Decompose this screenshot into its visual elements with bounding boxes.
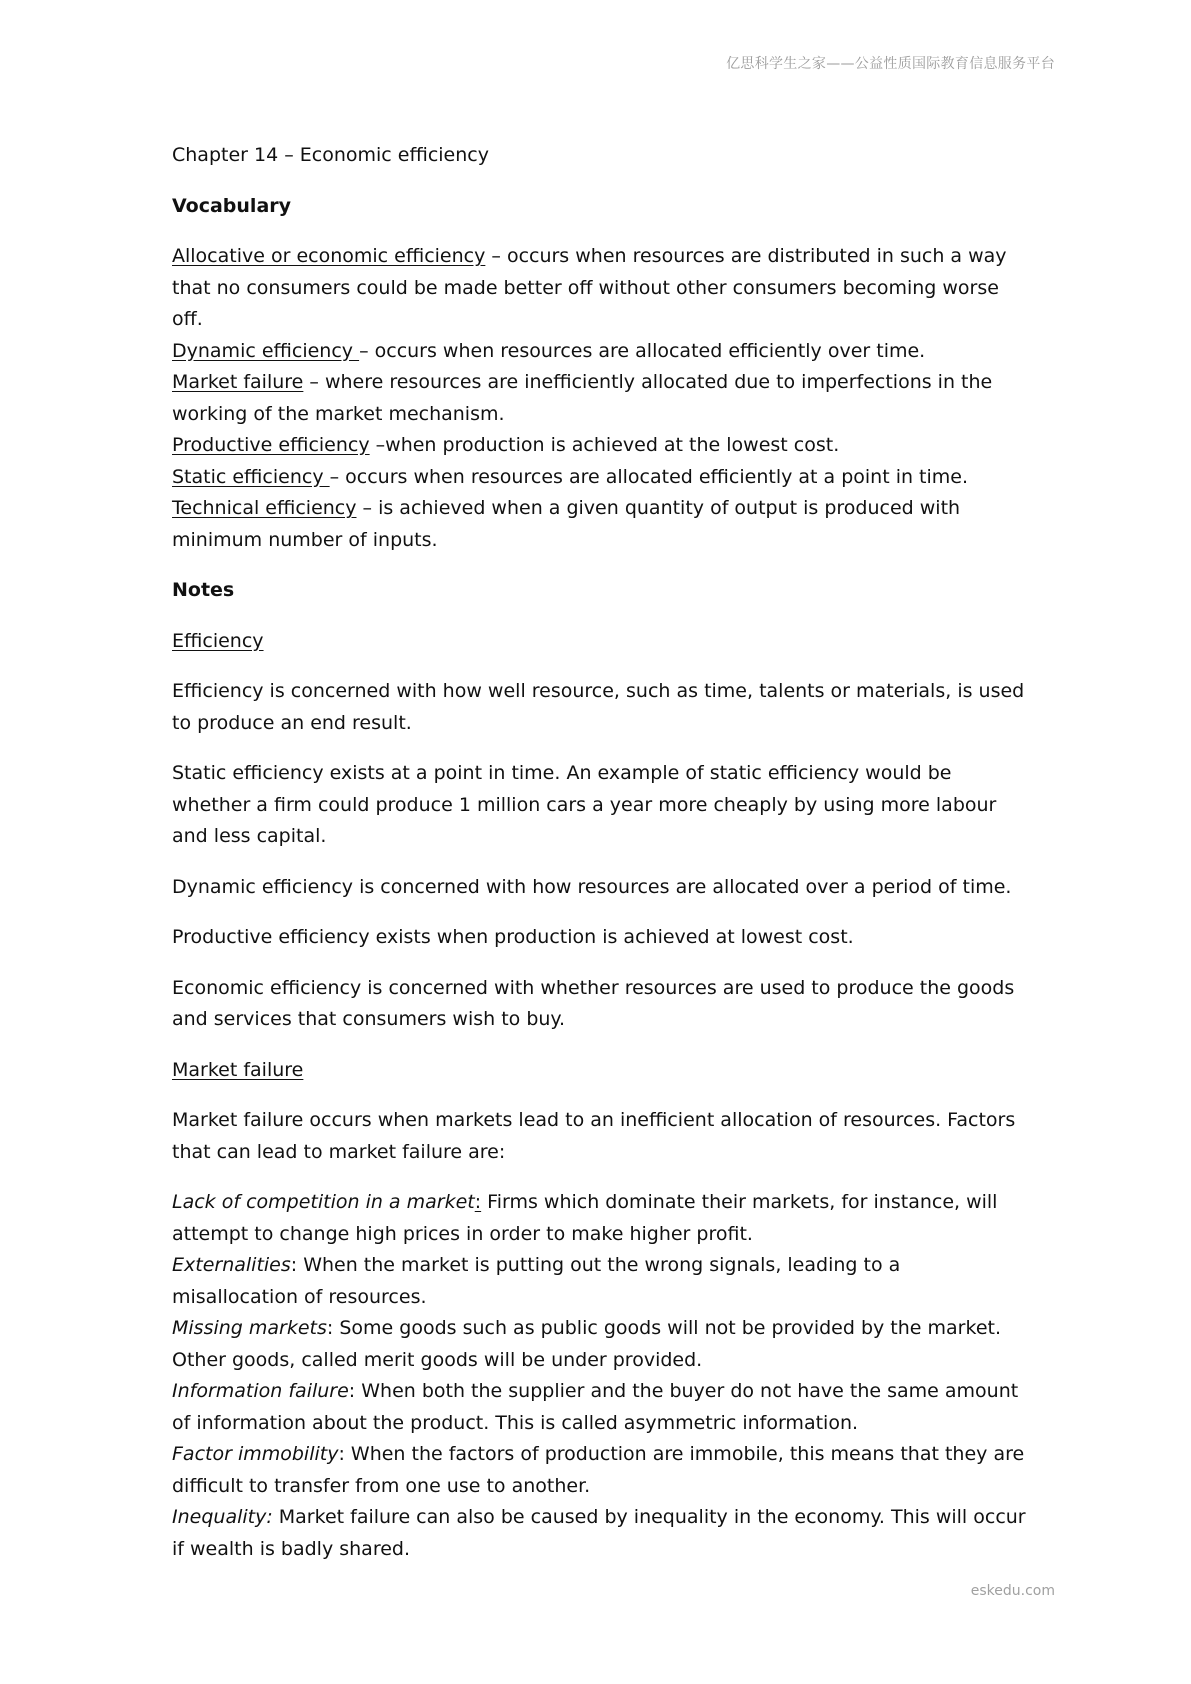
factor-term: Inequality: xyxy=(172,1506,273,1528)
factor-text: When the factors of production are immobile, this means that they are difficult to transfer from one use to another. xyxy=(172,1443,1025,1497)
definition-item xyxy=(172,367,1032,430)
definition-term: Market failure xyxy=(172,371,304,393)
definition-term: Productive efficiency xyxy=(172,434,370,456)
factor-separator: : xyxy=(326,1317,334,1339)
definition-text: – is achieved when a given quantity of output is produced with minimum number of inputs. xyxy=(172,497,961,551)
factor-text: Market failure can also be caused by inequality in the economy. This will occur if wealth is badly shared. xyxy=(172,1506,1026,1560)
factor-text: Some goods such as public goods will not be provided by the market. Other goods, called merit goods will be under provided. xyxy=(172,1317,1001,1371)
vocabulary-list xyxy=(172,241,1032,556)
factor-separator: : xyxy=(348,1380,356,1402)
factor-item xyxy=(172,1376,1032,1439)
definition-text: – occurs when resources are allocated efficiently at a point in time. xyxy=(329,465,969,488)
factor-item xyxy=(172,1313,1032,1376)
paragraph: Static efficiency exists at a point in time. An example of static efficiency would be whether a firm could produce 1 million cars a year more cheaply by using more labour and less capital. xyxy=(172,762,997,847)
factor-list xyxy=(172,1187,1032,1565)
document-body xyxy=(172,140,1032,1565)
page-header: 亿思科学生之家——公益性质国际教育信息服务平台 xyxy=(726,56,1055,72)
vocabulary-heading: Vocabulary xyxy=(172,194,292,217)
factor-term: Externalities xyxy=(172,1254,291,1276)
definition-text: –when production is achieved at the lowest cost. xyxy=(369,434,840,456)
paragraph: Economic efficiency is concerned with whether resources are used to produce the goods and services that consumers wish to buy. xyxy=(172,976,1015,1030)
definition-item xyxy=(172,336,1032,368)
factor-item xyxy=(172,1250,1032,1313)
definition-term: Static efficiency xyxy=(172,465,330,488)
definition-text: – occurs when resources are allocated efficiently over time. xyxy=(359,339,926,362)
paragraph: Market failure occurs when markets lead to an inefficient allocation of resources. Factors that can lead to market failure are: xyxy=(172,1109,1016,1163)
factor-text: When both the supplier and the buyer do not have the same amount of information about the product. This is called asymmetric information. xyxy=(172,1380,1019,1434)
market-failure-heading: Market failure xyxy=(172,1058,304,1081)
definition-term: Technical efficiency xyxy=(172,497,357,519)
definition-item xyxy=(172,493,1032,556)
factor-separator: : xyxy=(290,1254,298,1276)
definition-item xyxy=(172,430,1032,462)
notes-heading: Notes xyxy=(172,579,235,601)
efficiency-heading: Efficiency xyxy=(172,629,264,652)
definition-item xyxy=(172,462,1032,494)
factor-separator: : xyxy=(338,1443,345,1465)
factor-term: Information failure xyxy=(172,1380,349,1402)
definition-text: – occurs when resources are distributed in such a way that no consumers could be made better off without other consumers becoming worse off. xyxy=(172,245,1007,330)
paragraph: Productive efficiency exists when production is achieved at lowest cost. xyxy=(172,926,854,948)
page-footer: eskedu.com xyxy=(970,1583,1055,1599)
definition-text: – where resources are inefficiently allocated due to imperfections in the working of the market mechanism. xyxy=(172,371,993,425)
definition-term: Dynamic efficiency xyxy=(172,339,360,362)
paragraph: Dynamic efficiency is concerned with how resources are allocated over a period of time. xyxy=(172,875,1012,898)
factor-separator: : xyxy=(474,1191,482,1213)
definition-term: Allocative or economic efficiency xyxy=(172,245,486,267)
paragraph: Efficiency is concerned with how well resource, such as time, talents or materials, is used to produce an end result. xyxy=(172,680,1025,734)
factor-item xyxy=(172,1439,1032,1502)
factor-term: Lack of competition in a market xyxy=(172,1191,475,1213)
factor-item xyxy=(172,1187,1032,1250)
factor-term: Missing markets xyxy=(172,1317,327,1339)
factor-item xyxy=(172,1502,1032,1565)
factor-text: Firms which dominate their markets, for instance, will attempt to change high prices in order to make higher profit. xyxy=(172,1191,998,1245)
definition-item xyxy=(172,241,1032,336)
factor-term: Factor immobility xyxy=(172,1443,339,1465)
chapter-title: Chapter 14 – Economic efficiency xyxy=(172,144,489,166)
factor-text: When the market is putting out the wrong signals, leading to a misallocation of resources. xyxy=(172,1254,901,1308)
